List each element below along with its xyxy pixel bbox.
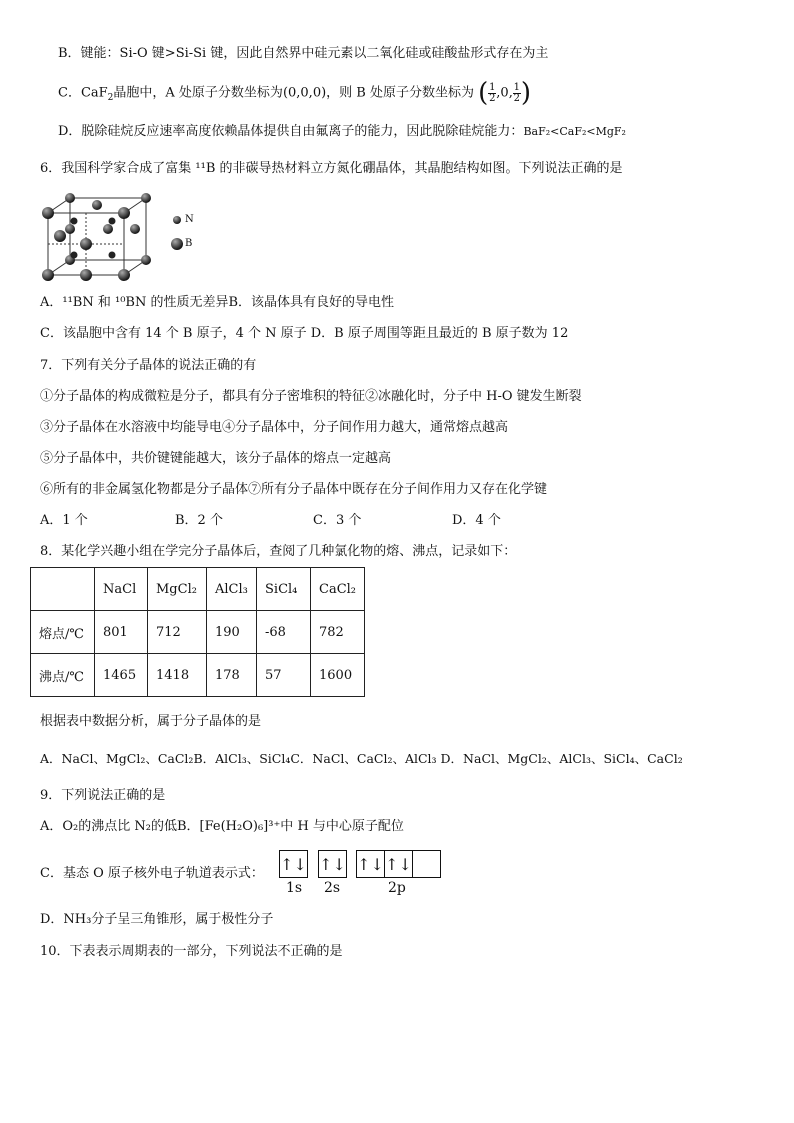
table-cell: 190 <box>207 611 257 654</box>
table-cell: 沸点/℃ <box>31 654 95 697</box>
q7-stem: 7．下列有关分子晶体的说法正确的有 <box>40 358 257 373</box>
frac-den: 2 <box>513 92 521 104</box>
q5-coord-a: (0,0,0) <box>282 85 327 101</box>
q7-statements-4: ⑥所有的非金属氢化物都是分子晶体⑦所有分子晶体中既存在分子间作用力又存在化学键 <box>40 482 548 497</box>
table-cell: 782 <box>311 611 365 654</box>
orbital-label-2s: 2s <box>324 880 341 896</box>
q5-option-c <box>58 80 531 107</box>
q7-statements-3: ⑤分子晶体中，共价键键能越大，该分子晶体的熔点一定越高 <box>40 451 392 466</box>
q6-options-ab: A．¹¹BN 和 ¹⁰BN 的性质无差异B．该晶体具有良好的导电性 <box>40 295 395 310</box>
chloride-table <box>30 567 365 697</box>
table-cell: 178 <box>207 654 257 697</box>
q5-c-mid: 晶胞中，A 处原子分数坐标为 <box>113 85 283 101</box>
q5-option-d <box>58 123 626 141</box>
table-cell: 57 <box>257 654 311 697</box>
table-cell: 1600 <box>311 654 365 697</box>
orbital-box: ↑↓ <box>385 850 413 878</box>
table-header-cell: AlCl₃ <box>207 568 257 611</box>
table-row <box>31 611 365 654</box>
legend-n-label: N <box>185 214 194 225</box>
frac-den: 2 <box>489 92 496 104</box>
q9-option-c: C．基态 O 原子核外电子轨道表示式： <box>40 866 264 881</box>
q9-option-d: D．NH₃分子呈三角锥形，属于极性分子 <box>40 912 274 927</box>
q5-d-text: D．脱除硅烷反应速率高度依赖晶体提供自由氟离子的能力，因此脱除硅烷能力： <box>58 124 524 139</box>
table-cell: 熔点/℃ <box>31 611 95 654</box>
q8-stem: 8．某化学兴趣小组在学完分子晶体后，查阅了几种氯化物的熔、沸点，记录如下： <box>40 544 517 559</box>
table-cell: 712 <box>148 611 207 654</box>
q7-statements-1: ①分子晶体的构成微粒是分子，都具有分子密堆积的特征②冰融化时，分子中 H-O 键发生断裂 <box>40 389 582 404</box>
q7-option-c: C．3 个 <box>313 513 362 528</box>
orbital-box: ↑↓ <box>279 850 308 878</box>
q8-options: A．NaCl、MgCl₂、CaCl₂B．AlCl₃、SiCl₄C．NaCl、CaCl₂、AlCl₃ D．NaCl、MgCl₂、AlCl₃、SiCl₄、CaCl₂ <box>40 751 683 766</box>
orbital-1s <box>279 850 308 878</box>
table-header-cell: CaCl₂ <box>311 568 365 611</box>
frac-num: 1 <box>489 81 496 93</box>
q6-options-cd: C．该晶胞中含有 14 个 B 原子，4 个 N 原子 D．B 原子周围等距且最近的 B 原子数为 12 <box>40 326 569 341</box>
q7-option-d: D．4 个 <box>452 513 501 528</box>
orbital-box <box>413 850 441 878</box>
table-header-cell <box>31 568 95 611</box>
table-header-row <box>31 568 365 611</box>
table-row <box>31 654 365 697</box>
legend-b-label: B <box>185 238 193 249</box>
orbital-label-2p: 2p <box>388 880 406 896</box>
table-header-cell: MgCl₂ <box>148 568 207 611</box>
crystal-structure-diagram <box>40 193 200 283</box>
q9-options-ab: A．O₂的沸点比 N₂的低B．[Fe(H₂O)₆]³⁺中 H 与中心原子配位 <box>40 819 404 834</box>
table-cell: -68 <box>257 611 311 654</box>
orbital-box: ↑↓ <box>318 850 347 878</box>
q5-c-prefix: C．CaF <box>58 85 108 101</box>
q7-option-b: B．2 个 <box>175 513 223 528</box>
table-cell: 1465 <box>95 654 148 697</box>
q8-analysis-prompt: 根据表中数据分析，属于分子晶体的是 <box>40 714 262 729</box>
q7-statements-2: ③分子晶体在水溶液中均能导电④分子晶体中，分子间作用力越大，通常熔点越高 <box>40 420 509 435</box>
q5-c-mid2: ，则 B 处原子分数坐标为 <box>326 85 474 101</box>
table-header-cell: NaCl <box>95 568 148 611</box>
q5-coord-b: ( $\frac{1}{2}$ ,0, $\frac{1}{2}$ ) <box>478 78 531 108</box>
frac-num: 1 <box>513 81 521 93</box>
orbital-2s <box>318 850 347 878</box>
orbital-label-1s: 1s <box>286 880 303 896</box>
q7-option-a: A．1 个 <box>40 513 88 528</box>
q5-option-b: B．键能：Si-O 键>Si-Si 键，因此自然界中硅元素以二氧化硅或硅酸盐形式存在为主 <box>58 46 549 61</box>
orbital-box: ↑↓ <box>356 850 385 878</box>
table-header-cell: SiCl₄ <box>257 568 311 611</box>
q5-d-formula: BaF₂<CaF₂<MgF₂ <box>523 125 626 138</box>
q5-c-sub: 2 <box>107 93 114 104</box>
q10-stem: 10．下表表示周期表的一部分，下列说法不正确的是 <box>40 944 343 959</box>
coord-mid: ,0, <box>496 85 513 101</box>
orbital-2p <box>356 850 441 878</box>
table-cell: 1418 <box>148 654 207 697</box>
table-cell: 801 <box>95 611 148 654</box>
q9-stem: 9．下列说法正确的是 <box>40 788 166 803</box>
q6-stem: 6．我国科学家合成了富集 ¹¹B 的非碳导热材料立方氮化硼晶体，其晶胞结构如图。下列说法正确的是 <box>40 161 623 176</box>
